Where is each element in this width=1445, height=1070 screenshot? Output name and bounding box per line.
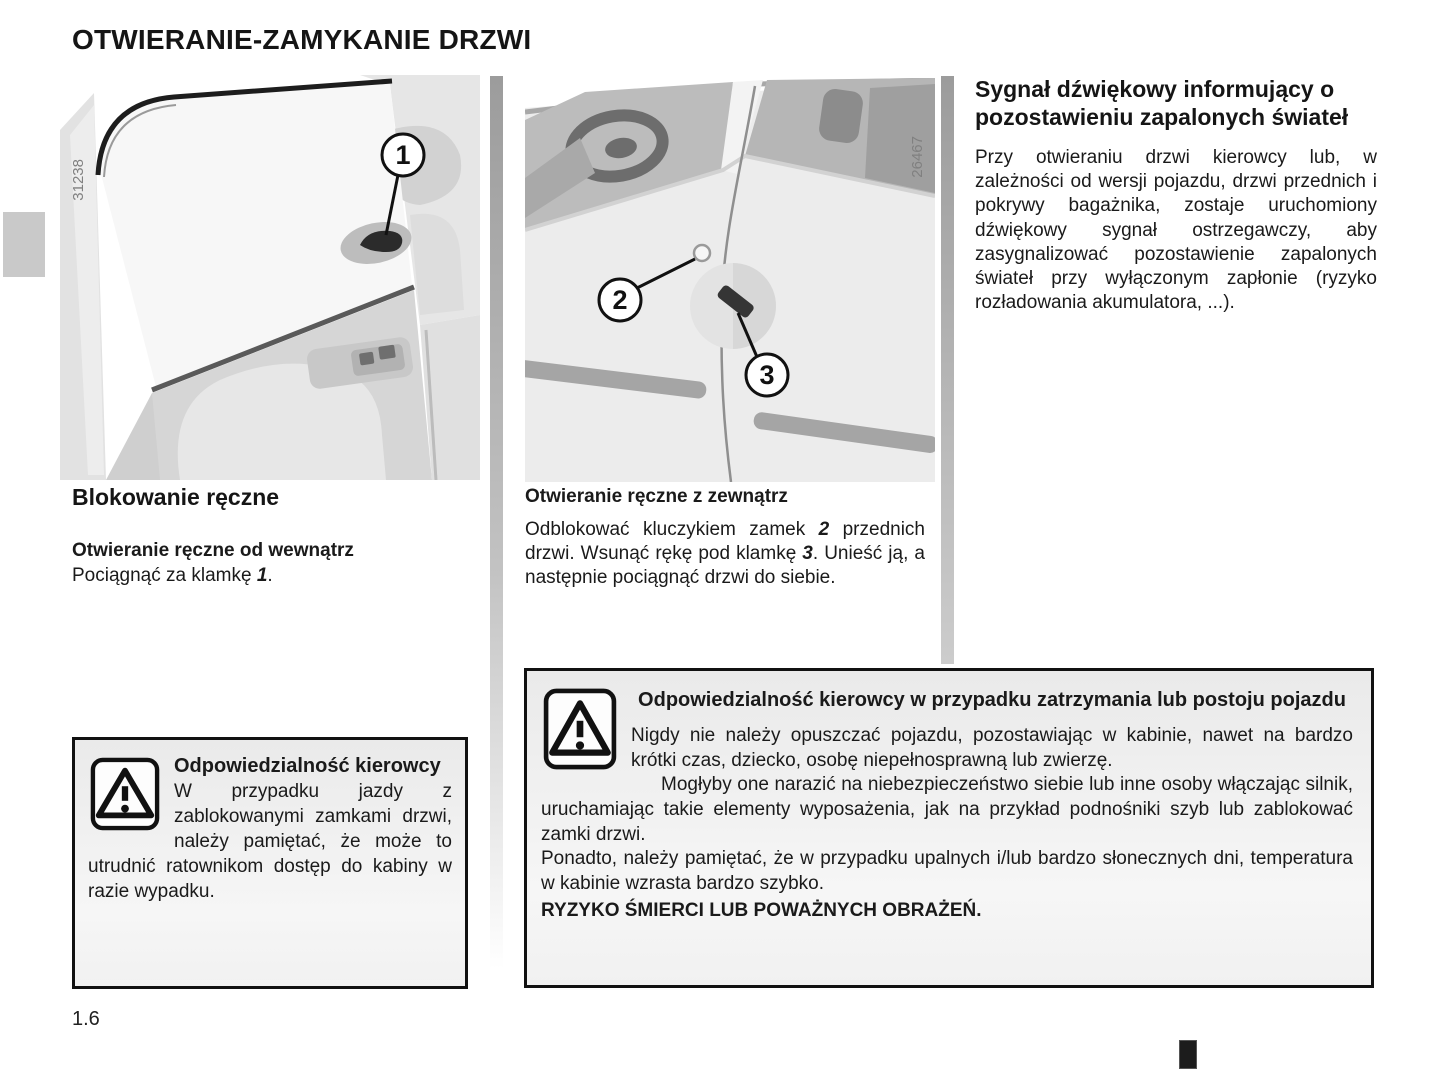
section-body: Odblokować kluczykiem zamek 2 przednich drzwi. Wsunąć rękę pod klamkę 3. Unieść ją, a następnie pociągnąć drzwi do siebie. (525, 519, 925, 589)
warning-body: W przypadku jazdy z zablokowanymi zamkami drzwi, należy pamiętać, że może to utrudnić ratownikom dostęp do kabiny w razie wypadku. (88, 781, 452, 903)
section-heading: Sygnał dźwiękowy informujący o pozostawieniu zapalonych świateł (975, 76, 1349, 130)
print-registration-mark (1179, 1040, 1197, 1069)
warning-triangle-icon (543, 687, 617, 776)
warning-title: Odpowiedzialność kierowcy (174, 755, 441, 777)
chapter-edge-tab (3, 212, 45, 277)
column-separator-2 (941, 76, 954, 664)
callout-ref-2: 2 (818, 519, 830, 540)
section-body: Pociągnąć za klamkę 1. (72, 565, 273, 586)
section-audible-signal (975, 76, 1377, 315)
callout-2-label: 2 (612, 285, 628, 315)
warning-box-driver-responsibility (72, 737, 468, 989)
section-heading: Blokowanie ręczne (72, 484, 280, 510)
section-subheading: Otwieranie ręczne od wewnątrz (72, 540, 354, 561)
figure-code-right: 26467 (909, 136, 926, 178)
warning-paragraph-risk: RYZYKO ŚMIERCI LUB POWAŻNYCH OBRAŻEŃ. (541, 899, 982, 921)
warning-paragraph-1: Nigdy nie należy opuszczać pojazdu, pozostawiając w kabinie, nawet na bardzo krótki czas, dziecko, osobę niepełnosprawną lub zwierzę. (631, 725, 1353, 771)
door-interior-illustration (60, 75, 480, 480)
page-number: 1.6 (72, 1008, 100, 1030)
warning-paragraph-2: Mogłyby one narazić na niebezpieczeństwo siebie lub inne osoby włączając silnik, uruchamiając takie elementy wyposażenia, jak na przykład podnośniki szyb lub zablokować zamki drzwi. (541, 774, 1353, 845)
section-manual-opening-outside (525, 486, 925, 590)
section-body: Przy otwieraniu drzwi kierowcy lub, w zależności od wersji pojazdu, drzwi przednich i pokrywy bagażnika, zostaje uruchomiony dźwiękowy sygnał ostrzegawczy, aby zasygnalizować pozostawienie zapalonych świateł przy wyłączonym zapłonie (ryzyko rozładowania akumulatora, ...). (975, 147, 1377, 313)
warning-triangle-icon (90, 757, 160, 836)
column-separator-1 (490, 76, 503, 969)
warning-paragraph-3: Ponadto, należy pamiętać, że w przypadku upalnych i/lub bardzo słonecznych dni, temperatura w kabinie wzrasta bardzo szybko. (541, 848, 1353, 895)
callout-1-label: 1 (395, 140, 411, 170)
callout-3-label: 3 (759, 360, 775, 390)
page-title: OTWIERANIE-ZAMYKANIE DRZWI (72, 24, 532, 55)
callout-ref-1: 1 (256, 565, 268, 586)
figure-code-left: 31238 (70, 159, 87, 201)
door-exterior-illustration (525, 78, 935, 482)
figure-door-interior (60, 75, 480, 480)
section-manual-locking (72, 484, 474, 588)
callout-ref-3: 3 (802, 543, 813, 565)
section-heading: Otwieranie ręczne z zewnątrz (525, 486, 788, 507)
warning-box-stopping-parking (524, 668, 1374, 988)
figure-door-exterior (525, 78, 935, 482)
warning-title: Odpowiedzialność kierowcy w przypadku zatrzymania lub postoju pojazdu (638, 689, 1346, 711)
